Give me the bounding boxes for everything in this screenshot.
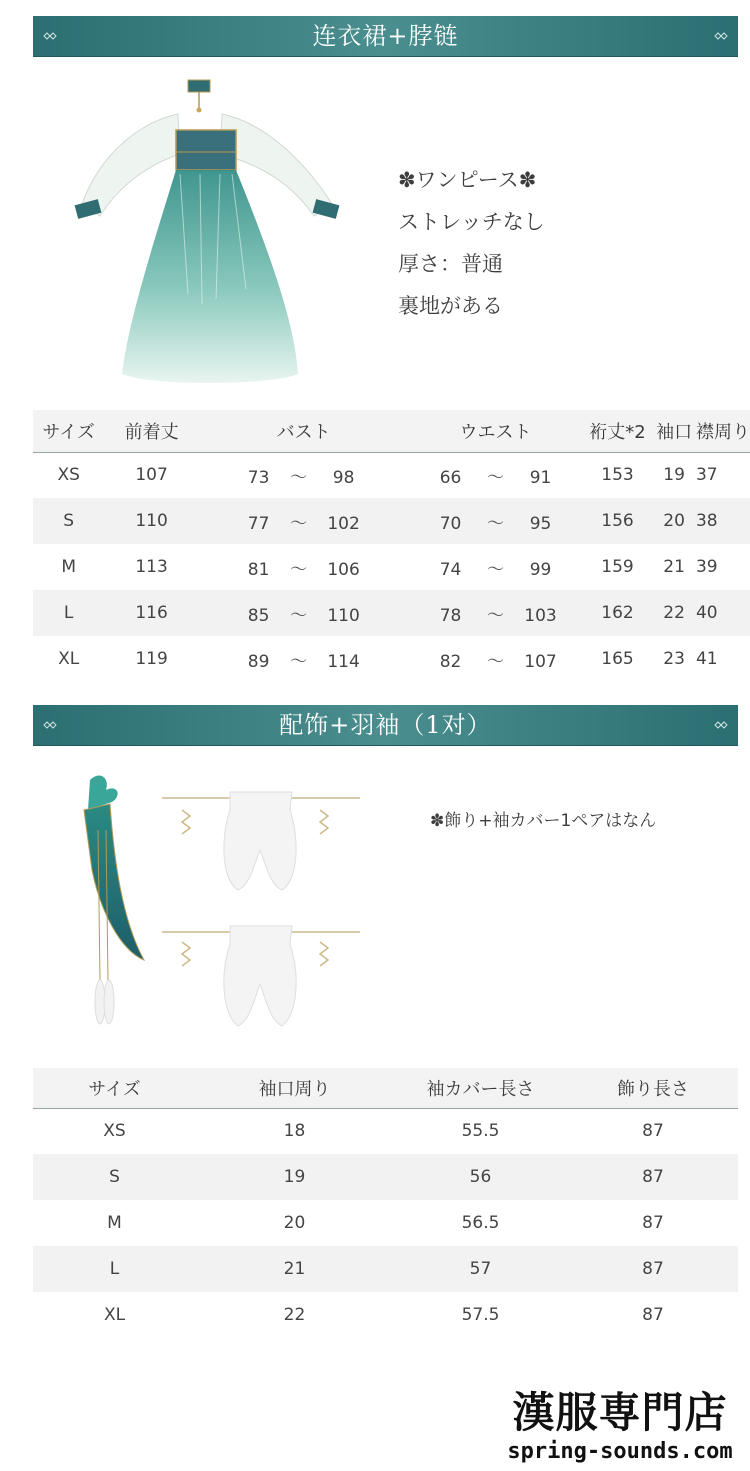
shop-logo (505, 1388, 735, 1466)
cell-sleeve: 156 (601, 511, 634, 531)
cell-ornament: 87 (642, 1213, 664, 1233)
cell-size: XS (57, 465, 80, 486)
header-length: 前着丈 (104, 410, 199, 452)
cell-length: 116 (135, 603, 168, 623)
cell-length: 110 (135, 511, 168, 531)
cell-collar: 39 (695, 557, 718, 577)
table-row (33, 590, 750, 636)
header-ornament-length: 飾り長さ (568, 1068, 738, 1108)
cell-cover: 57 (469, 1259, 492, 1279)
cell-sleeve: 159 (601, 557, 634, 577)
cell-waist: 78 ～ 103 (439, 605, 557, 626)
table-row (33, 1200, 738, 1246)
desc-line: 裏地がある (398, 294, 503, 318)
cell-waist: 70 ～ 95 (439, 513, 552, 534)
accessory-size-table (33, 1068, 738, 1338)
cell-size: XS (103, 1121, 126, 1142)
cell-bust: 89 ～ 114 (247, 651, 360, 672)
cell-size: L (63, 603, 74, 623)
header-cover-length: 袖カバー長さ (393, 1068, 568, 1108)
cell-waist: 82 ～ 107 (439, 651, 557, 672)
cell-cuff: 20 (663, 511, 685, 531)
cell-waist: 66 ～ 91 (439, 467, 552, 488)
cell-size: M (61, 557, 76, 577)
dress-product-image (70, 74, 350, 394)
cell-size: XL (103, 1305, 126, 1325)
cell-collar: 40 (695, 603, 718, 623)
desc-line: 厚さ：普通 (398, 252, 503, 276)
cell-cuff: 21 (663, 557, 685, 577)
cell-collar: 38 (695, 511, 718, 531)
cell-cover: 56.5 (461, 1213, 500, 1233)
cell-collar: 41 (695, 649, 718, 669)
table-row (33, 1108, 738, 1154)
ornament-icon (714, 31, 728, 41)
cell-size: XL (58, 649, 80, 669)
cell-size: S (63, 511, 75, 531)
cell-size: S (109, 1167, 120, 1187)
cell-cuff: 19 (663, 465, 685, 486)
section-banner-dress (33, 16, 738, 57)
cell-length: 113 (135, 557, 168, 577)
cell-cover: 57.5 (461, 1305, 500, 1325)
cell-cuff: 21 (283, 1259, 306, 1279)
header-bust: バスト (199, 410, 408, 452)
cell-cover: 55.5 (461, 1121, 500, 1142)
section-banner-accessory (33, 705, 738, 746)
cell-ornament: 87 (642, 1259, 664, 1279)
cell-cuff: 20 (283, 1213, 306, 1233)
table-row (33, 452, 750, 498)
cell-bust: 85 ～ 110 (247, 605, 360, 626)
header-size: サイズ (33, 410, 104, 452)
cell-bust: 81 ～ 106 (247, 559, 360, 580)
table-row (33, 1292, 738, 1338)
table-header-row (33, 410, 750, 452)
cell-sleeve: 162 (601, 603, 634, 623)
cell-collar: 37 (695, 465, 718, 486)
section-title: 配饰+羽袖（1对） (279, 711, 492, 739)
cell-length: 107 (135, 465, 168, 486)
cell-length: 119 (135, 649, 168, 669)
cell-size: L (109, 1259, 120, 1279)
table-row (33, 544, 750, 590)
cell-cuff: 22 (663, 603, 685, 623)
header-cuff-circ: 袖口周り (196, 1068, 393, 1108)
cell-ornament: 87 (642, 1305, 664, 1325)
cell-cuff: 22 (283, 1305, 306, 1325)
cell-bust: 77 ～ 102 (247, 513, 360, 534)
table-row (33, 498, 750, 544)
cell-cuff: 19 (283, 1167, 306, 1187)
cell-bust: 73 ～ 98 (247, 467, 355, 488)
header-cuff: 袖口 (652, 410, 696, 452)
cell-cuff: 18 (283, 1121, 306, 1142)
dress-size-table (33, 410, 750, 682)
table-row (33, 1154, 738, 1200)
cell-ornament: 87 (642, 1167, 664, 1187)
shop-name: 漢服専門店 (512, 1388, 728, 1437)
accessory-note: ✽飾り+袖カバー1ペアはなん (430, 811, 657, 831)
cell-sleeve: 153 (601, 465, 634, 486)
header-waist: ウエスト (408, 410, 582, 452)
cell-ornament: 87 (642, 1121, 664, 1142)
table-row (33, 1246, 738, 1292)
header-collar: 襟周り (696, 410, 750, 452)
table-header-row (33, 1068, 738, 1108)
table-row (33, 636, 750, 682)
product-description (398, 160, 545, 328)
accessory-product-image (70, 770, 370, 1040)
header-sleeve: 裄丈*2 (583, 410, 653, 452)
cell-cover: 56 (469, 1167, 492, 1187)
ornament-icon (714, 720, 728, 730)
cell-cuff: 23 (663, 649, 685, 669)
header-size: サイズ (33, 1068, 196, 1108)
desc-line: ✽ワンピース✽ (398, 168, 537, 192)
shop-site: spring-sounds.com (507, 1439, 733, 1464)
cell-size: M (107, 1213, 122, 1233)
section-title: 连衣裙+脖链 (312, 22, 459, 50)
cell-waist: 74 ～ 99 (439, 559, 552, 580)
desc-line: ストレッチなし (398, 210, 545, 234)
cell-sleeve: 165 (601, 649, 634, 669)
